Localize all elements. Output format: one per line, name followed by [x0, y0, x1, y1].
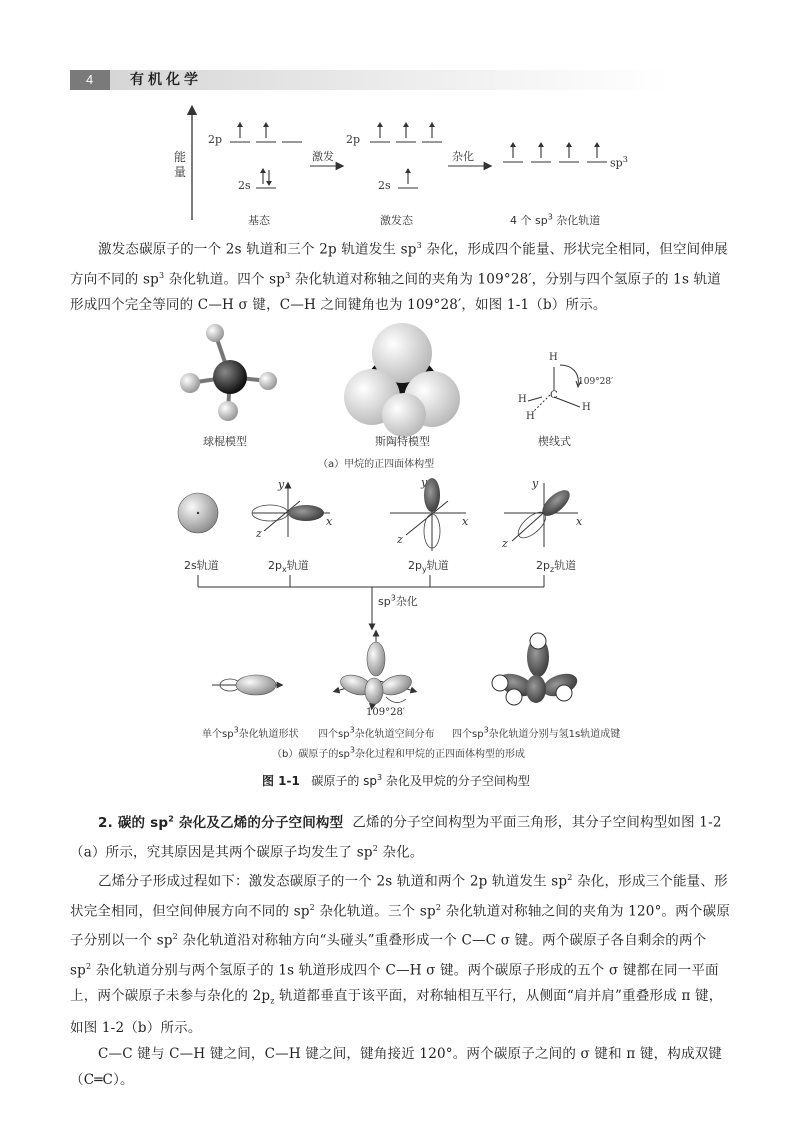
excited-state-caption: 激发态: [380, 214, 413, 227]
sp3-side-label: $sp^3$: [610, 155, 628, 170]
stuart-model: [344, 323, 460, 437]
ground-2s-label: 2s: [238, 179, 251, 192]
ground-state-caption: 基态: [248, 214, 270, 227]
energy-diagram-svg: [170, 100, 650, 230]
axis-x-pz: x: [576, 515, 583, 528]
four-sp3-label: 四个$sp^3$杂化轨道空间分布: [318, 725, 435, 740]
methane-models-svg: [160, 315, 640, 475]
ball-stick-label: 球棍模型: [203, 435, 247, 448]
fig-a-caption: （a）甲烷的正四面体构型: [318, 459, 435, 470]
excited-2s-label: 2s: [378, 179, 391, 192]
wedge-angle: 109°28′: [578, 377, 614, 387]
single-sp3-label: 单个$sp^3$杂化轨道形状: [202, 725, 299, 740]
wedge-atom-h-left: H: [518, 394, 527, 405]
axis-z-py: z: [397, 533, 403, 546]
section-sp2: [70, 806, 732, 1093]
section-sp2-angles: C—C 键与 C—H 键之间，C—H 键之间，键角接近 120°。两个碳原子之间的 σ 键和 π 键，构成双键（C═C）。: [70, 1045, 723, 1088]
figure-1-1a: [160, 315, 640, 475]
axis-y-py: y: [421, 476, 428, 489]
figure-caption: 图 1-1 碳原子的 $sp^3$ 杂化及甲烷的分子空间构型: [262, 773, 530, 788]
page-number: 4: [70, 70, 110, 90]
excite-arrow-label: 激发: [312, 150, 334, 163]
section-sp2-process: 乙烯分子形成过程如下：激发态碳原子的一个 2s 轨道和两个 2p 轨道发生 $sp^2$ 杂化，形成三个能量、形状完全相同，但空间伸展方向不同的 $sp^2$ 杂化轨道。三个 $sp^2$ 杂化轨道对称轴之间的夹角为 120°。两个碳原子分别以一个 $sp^2$ 杂化轨道沿对称轴方向“头碰头”重叠形成一个 C—C σ 键。两个碳原子各自剩余的两个 $sp^2$ 杂化轨道分别与两个氢原子的 1s 轨道形成四个 C—H σ 键。两个碳原子形成的五个 σ 键都在同一平面上，两个碳原子未参与杂化的 $2p_z$ 轨道都垂直于该平面，对称轴相互平行，从侧面“肩并肩”重叠形成 π 键，如图 1-2（b）所示。: [70, 873, 731, 1036]
wedge-formula: [528, 365, 581, 411]
book-title: 有机化学: [130, 72, 202, 88]
section-sp2-heading: 2. 碳的 $sp^2$ 杂化及乙烯的分子空间构型: [98, 814, 344, 831]
sp3-orbitals-caption: 4 个 $sp^3$ 杂化轨道: [510, 212, 601, 227]
axis-x-px: x: [326, 515, 333, 528]
fig-b-caption: （b）碳原子的$sp^3$杂化过程和甲烷的正四面体构型的形成: [272, 745, 525, 760]
wedge-atom-h-right: H: [582, 402, 591, 413]
orbital-label-2pz: $2p_z$轨道: [536, 559, 577, 575]
ball-stick-model: [180, 324, 277, 421]
figure-number: 图 1-1: [262, 774, 300, 788]
energy-level-diagram: [170, 100, 650, 230]
ground-2p-label: 2p: [208, 133, 223, 146]
axis-z-pz: z: [502, 537, 508, 550]
orbital-label-2px: $2p_x$轨道: [268, 559, 309, 575]
sp3-hybrid-arrow-label: $sp^3$杂化: [378, 593, 418, 608]
orbital-label-2py: $2p_y$轨道: [408, 559, 449, 575]
orbital-diagram-svg: [160, 475, 640, 765]
axis-y-px: y: [278, 478, 285, 491]
stuart-label: 斯陶特模型: [375, 435, 430, 448]
axis-x-py: x: [462, 515, 469, 528]
excited-2p-label: 2p: [346, 133, 361, 146]
wedge-atom-h-top: H: [549, 352, 558, 363]
axis-y-pz: y: [532, 477, 539, 490]
energy-axis-label: 能量: [174, 150, 187, 179]
paragraph-sp3: [70, 233, 732, 318]
section-sp2-intro: 2. 碳的 $sp^2$ 杂化及乙烯的分子空间构型 乙烯的分子空间构型为平面三角形，其分子空间构型如图 1-2（a）所示，究其原因是其两个碳原子均发生了 $sp^2$ 杂化。: [70, 814, 722, 860]
orbital-label-2s: 2s轨道: [184, 559, 219, 572]
axis-z-px: z: [256, 527, 262, 540]
tetrahedral-angle-label: 109°28′: [366, 707, 406, 718]
paragraph-sp3-text: 激发态碳原子的一个 2s 轨道和三个 2p 轨道发生 $sp^3$ 杂化，形成四个能量、形状完全相同，但空间伸展方向不同的 $sp^3$ 杂化轨道。四个 $sp^3$ 杂化轨道对称轴之间的夹角为 109°28′，分别与四个氢原子的 1s 轨道形成四个完全等同的 C—H σ 键，C—H 之间键角也为 109°28′，如图 1-1（b）所示。: [70, 241, 728, 313]
figure-1-1b: [160, 475, 640, 765]
wedge-atom-c: C: [550, 390, 558, 401]
sp3-bonding-label: 四个$sp^3$杂化轨道分别与氢1s轨道成键: [452, 725, 621, 740]
wedge-atom-h-bottom: H: [526, 411, 535, 422]
wedge-label: 楔线式: [538, 435, 571, 448]
hybridize-arrow-label: 杂化: [452, 150, 474, 163]
